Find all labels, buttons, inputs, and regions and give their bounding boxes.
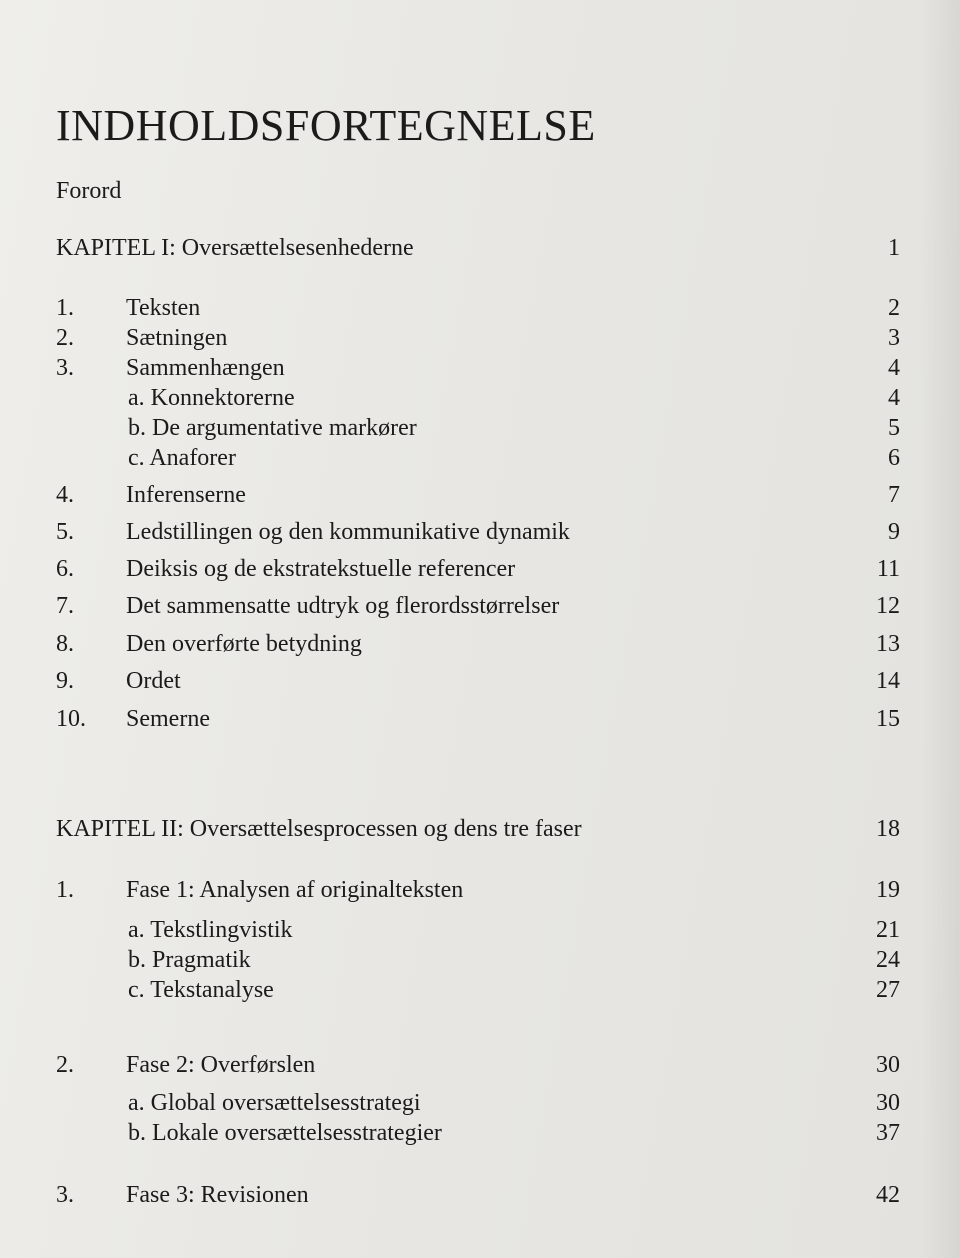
page-number: 15 — [876, 706, 900, 732]
page-edge-shadow — [920, 0, 960, 1258]
entry-label: Ledstillingen og den kommunikative dynamik — [126, 519, 570, 545]
page-number: 30 — [876, 1090, 900, 1116]
page-number: 24 — [876, 947, 900, 973]
page-number: 30 — [876, 1052, 900, 1078]
entry-label: Den overførte betydning — [126, 631, 362, 657]
page-number: 9 — [888, 519, 900, 545]
entry-number: 7. — [56, 593, 74, 619]
foreword-label: Forord — [56, 178, 122, 204]
entry-label: c. Anaforer — [128, 445, 236, 471]
entry-label: Sætningen — [126, 325, 228, 351]
page-number: 21 — [876, 917, 900, 943]
entry-label: b. Pragmatik — [128, 947, 251, 973]
page-number: 14 — [876, 668, 900, 694]
entry-number: 3. — [56, 355, 74, 381]
entry-number: 10. — [56, 706, 86, 732]
entry-label: Teksten — [126, 295, 201, 321]
entry-number: 1. — [56, 877, 74, 903]
entry-number: 2. — [56, 325, 74, 351]
entry-label: Inferenserne — [126, 482, 246, 508]
entry-label: a. Tekstlingvistik — [128, 917, 293, 943]
entry-number: 3. — [56, 1182, 74, 1208]
entry-label: b. De argumentative markører — [128, 415, 417, 441]
entry-label: Ordet — [126, 668, 181, 694]
entry-number: 2. — [56, 1052, 74, 1078]
page-number: 4 — [888, 355, 900, 381]
entry-label: Semerne — [126, 706, 210, 732]
page-number: 13 — [876, 631, 900, 657]
page-number: 11 — [876, 556, 900, 582]
page-number: 12 — [876, 593, 900, 619]
entry-label: Sammenhængen — [126, 355, 285, 381]
page-number: 4 — [888, 385, 900, 411]
entry-label: b. Lokale oversættelsesstrategier — [128, 1120, 442, 1146]
entry-number: 8. — [56, 631, 74, 657]
page-number: 2 — [888, 295, 900, 321]
entry-number: 6. — [56, 556, 74, 582]
entry-label: Fase 1: Analysen af originalteksten — [126, 877, 464, 903]
entry-label: Det sammensatte udtryk og flerordsstørrelser — [126, 593, 560, 619]
page-number: 27 — [876, 977, 900, 1003]
entry-label: Fase 3: Revisionen — [126, 1182, 309, 1208]
chapter-label: KAPITEL I: Oversættelsesenhederne — [56, 235, 414, 261]
entry-label: a. Global oversættelsesstrategi — [128, 1090, 421, 1116]
page-number: 1 — [888, 235, 900, 261]
page-number: 42 — [876, 1182, 900, 1208]
page-number: 7 — [888, 482, 900, 508]
page-number: 3 — [888, 325, 900, 351]
entry-number: 1. — [56, 295, 74, 321]
entry-number: 5. — [56, 519, 74, 545]
page-number: 6 — [888, 445, 900, 471]
page-title: INDHOLDSFORTEGNELSE — [56, 101, 596, 150]
entry-label: Deiksis og de ekstratekstuelle referencer — [126, 556, 516, 582]
page-number: 19 — [876, 877, 900, 903]
page-number: 5 — [888, 415, 900, 441]
page-number: 37 — [876, 1120, 900, 1146]
entry-label: c. Tekstanalyse — [128, 977, 274, 1003]
entry-label: a. Konnektorerne — [128, 385, 295, 411]
entry-number: 4. — [56, 482, 74, 508]
page-number: 18 — [876, 816, 900, 842]
chapter-label: KAPITEL II: Oversættelsesprocessen og dens tre faser — [56, 816, 582, 842]
entry-label: Fase 2: Overførslen — [126, 1052, 316, 1078]
entry-number: 9. — [56, 668, 74, 694]
